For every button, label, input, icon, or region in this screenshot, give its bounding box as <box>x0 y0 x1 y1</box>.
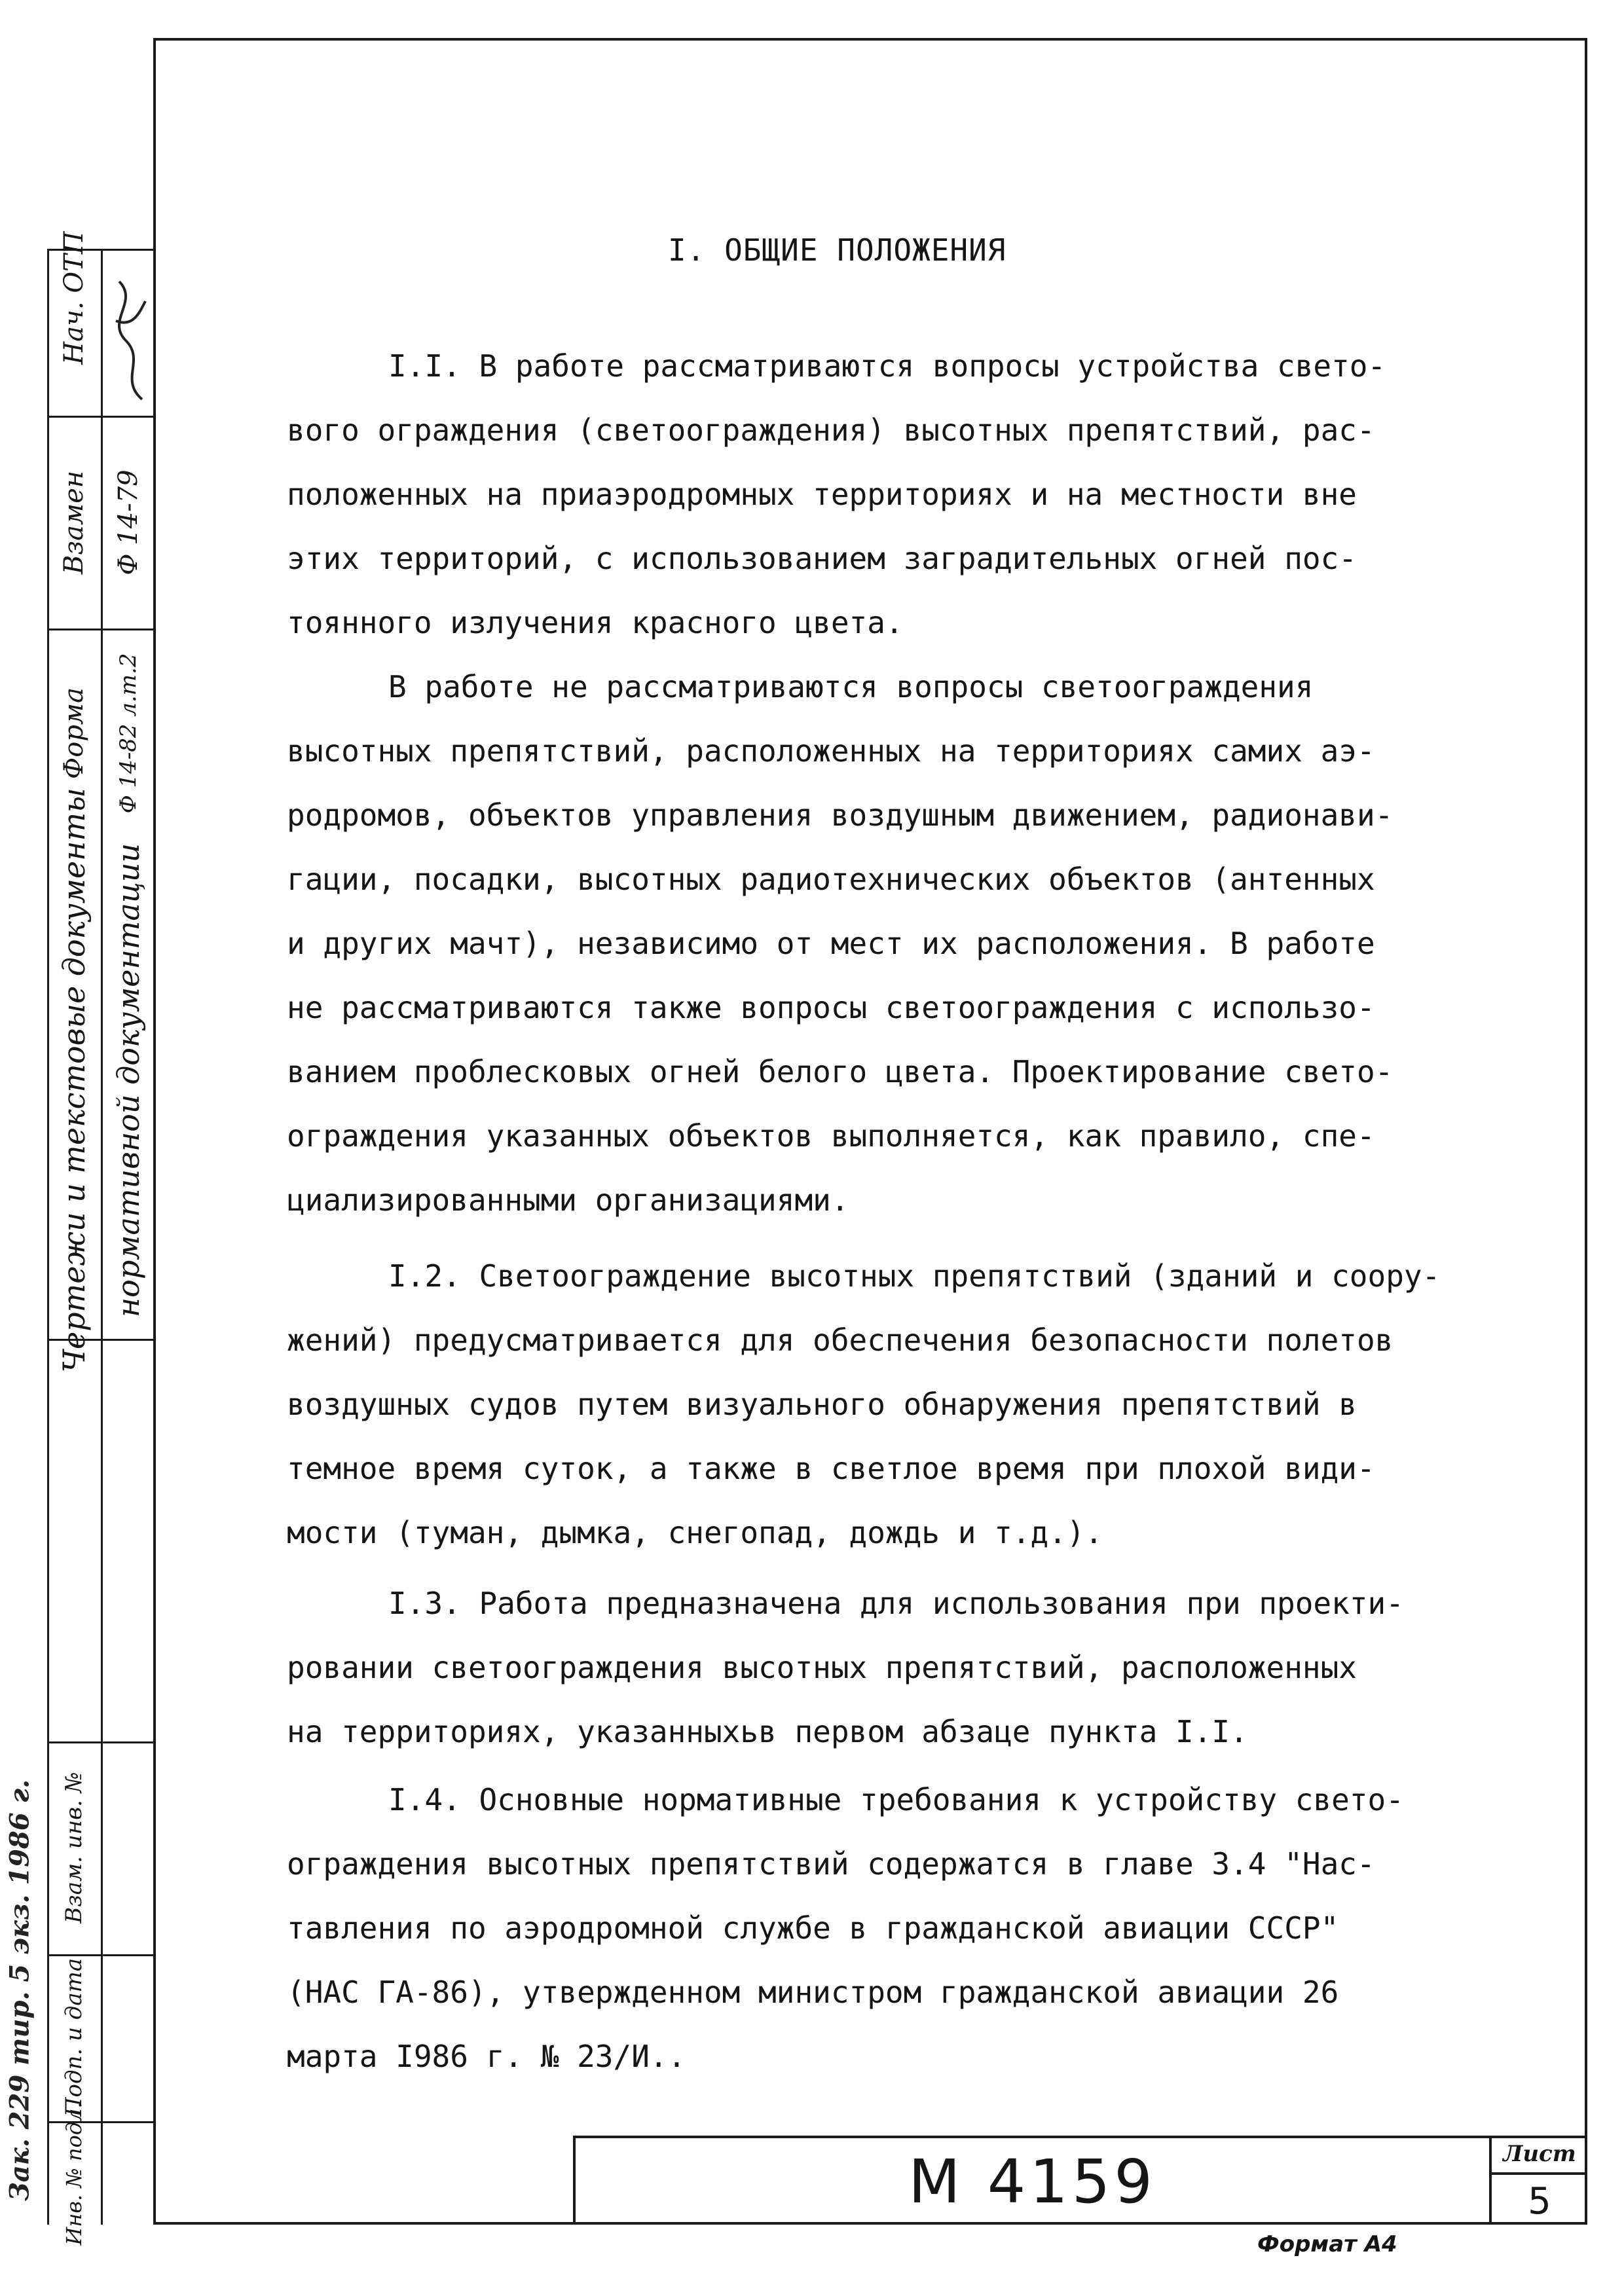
text-line: марта I986 г. № 23/И.. <box>287 2039 686 2074</box>
stamp-middle-line <box>101 249 103 2225</box>
text-line: и других мачт), независимо от мест их расположения. В работе <box>287 926 1375 961</box>
stamp-divider-2 <box>47 629 156 630</box>
text-line: ровании светоограждения высотных препятствий, расположенных <box>287 1650 1357 1685</box>
sheet-label: Лист <box>1503 2141 1576 2167</box>
paragraph-1-1 <box>287 334 1531 655</box>
text-line: циализированными организациями. <box>287 1182 849 1218</box>
text-line: этих территорий, с использованием заградительных огней пос- <box>287 541 1357 576</box>
text-line: ограждения высотных препятствий содержатся в главе 3.4 "Нас- <box>287 1846 1375 1882</box>
text-line: вого ограждения (светоограждения) высотных препятствий, рас- <box>287 412 1375 448</box>
paragraph-1-1b <box>287 655 1531 1232</box>
text-line: I.2. Светоограждение высотных препятствий (зданий и соору- <box>388 1258 1441 1294</box>
text-line: не рассматриваются также вопросы светоограждения с использо- <box>287 990 1375 1025</box>
text-line: I.3. Работа предназначена для использования при проекти- <box>388 1586 1404 1621</box>
text-line: ванием проблесковых огней белого цвета. Проектирование свето- <box>287 1054 1393 1089</box>
sheet-cell <box>1489 2138 1587 2225</box>
text-line: жений) предусматривается для обеспечения безопасности полетов <box>287 1322 1393 1358</box>
paragraph-1-4 <box>287 1768 1531 2088</box>
stamp-header-head-otp: Нач. ОТП <box>59 231 89 365</box>
text-line: мости (туман, дымка, снегопад, дождь и т.д.). <box>287 1515 1103 1550</box>
stamp-divider-1 <box>47 416 156 418</box>
stamp-header-replaces: Взамен <box>59 470 89 575</box>
text-line: положенных на приаэродромных территориях и на местности вне <box>287 477 1357 512</box>
stamp-value-form: Ф 14-82 л.т.2 <box>115 653 141 814</box>
text-line: темное время суток, а также в светлое время при плохой види- <box>287 1451 1375 1486</box>
stamp-divider-5 <box>47 1954 156 1956</box>
format-label: Формат А4 <box>1257 2231 1397 2257</box>
text-line: высотных препятствий, расположенных на территориях самих аэ- <box>287 733 1375 769</box>
stamp-value-replaces: Ф 14-79 <box>113 469 143 575</box>
stamp-left-line <box>47 249 49 2225</box>
text-line: родромов, объектов управления воздушным движением, радионави- <box>287 797 1393 833</box>
stamp-header-sign-date: Подп. и дата <box>61 1958 87 2117</box>
section-heading: I. ОБЩИЕ ПОЛОЖЕНИЯ <box>668 232 1006 268</box>
stamp-header-inv-orig: Инв. № подл. <box>62 2102 86 2246</box>
text-line: гации, посадки, высотных радиотехнических объектов (антенных <box>287 862 1375 897</box>
text-line: на территориях, указанныхьв первом абзаце пункта I.I. <box>287 1714 1248 1749</box>
text-line: В работе не рассматриваются вопросы светоограждения <box>388 669 1314 704</box>
stamp-group-title-1: Чертежи и текстовые документы <box>56 788 92 1373</box>
text-line: тавления по аэродромной службе в гражданской авиации СССР" <box>287 1910 1339 1946</box>
sheet-number: 5 <box>1492 2172 1587 2227</box>
stamp-header-inv-replace: Взам. инв. № <box>61 1772 87 1923</box>
text-line: (НАС ГА-86), утвержденном министром гражданской авиации 26 <box>287 1975 1339 2010</box>
side-stamp <box>47 231 156 2246</box>
stamp-group-title-2: нормативной документации <box>111 843 146 1318</box>
signature-mark <box>106 262 152 406</box>
text-line: I.I. В работе рассматриваются вопросы устройства свето- <box>388 348 1386 384</box>
paragraph-1-3 <box>287 1571 1531 1764</box>
paragraph-1-2 <box>287 1244 1531 1565</box>
handwritten-print-note: Зак. 229 тир. 5 экз. 1986 г. <box>4 1779 35 2202</box>
text-line: ограждения указанных объектов выполняется, как правило, спе- <box>287 1118 1375 1154</box>
text-line: тоянного излучения красного цвета. <box>287 605 904 640</box>
title-block <box>573 2136 1587 2225</box>
text-line: I.4. Основные нормативные требования к устройству свето- <box>388 1782 1404 1817</box>
text-line: воздушных судов путем визуального обнаружения препятствий в <box>287 1387 1357 1422</box>
document-code: М 4159 <box>908 2146 1156 2217</box>
stamp-header-form: Форма <box>59 687 89 779</box>
stamp-divider-4 <box>47 1741 156 1743</box>
